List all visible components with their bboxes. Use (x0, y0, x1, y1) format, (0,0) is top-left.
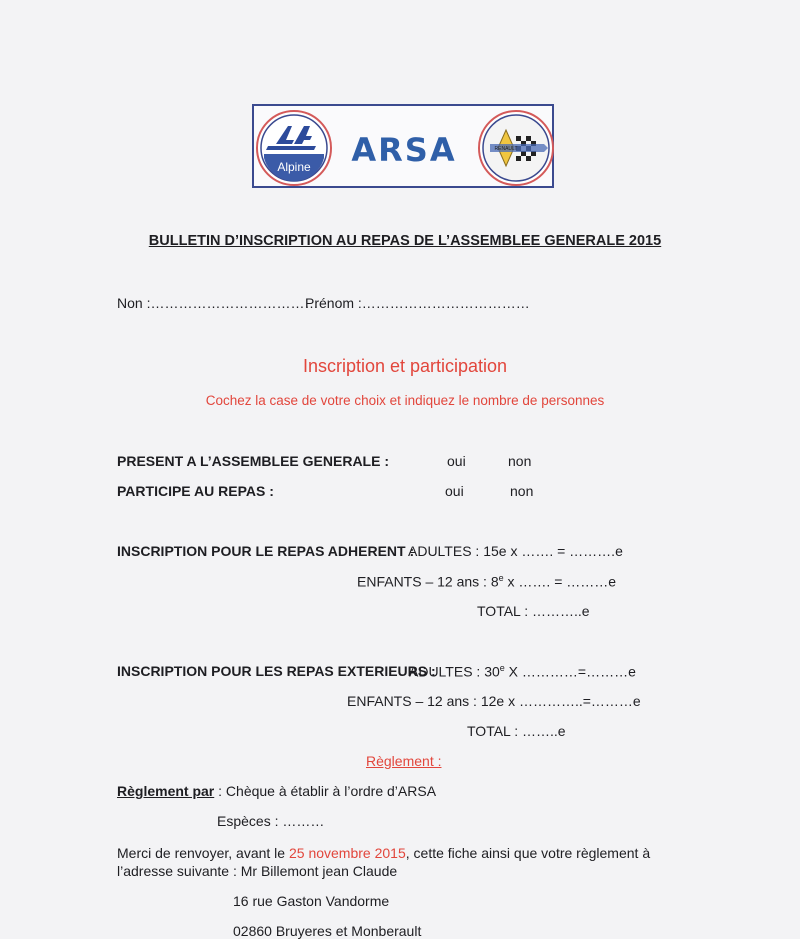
form-title: BULLETIN D’INSCRIPTION AU REPAS DE L’ASSEMBLEE GENERALE 2015 (148, 233, 662, 249)
closing-line-1-end: , cette fiche ainsi que votre règlement à (405, 845, 651, 861)
assemblee-label: PRESENT A L’ASSEMBLEE GENERALE : (117, 453, 389, 469)
exterieurs-adultes-suffix: X …………=………e (504, 663, 636, 680)
section-instruction: Cochez la case de votre choix et indiquez le nombre de personnes (205, 393, 605, 408)
arsa-brand-text: ARSA (351, 131, 457, 169)
address-line-1: 16 rue Gaston Vandorme (233, 893, 390, 909)
closing-line-1-start: Merci de renvoyer, avant le (117, 845, 289, 861)
prenom-field[interactable]: Prénom :……………………………… (305, 295, 530, 311)
exterieurs-adultes-field[interactable] (409, 663, 636, 680)
repas-label: PARTICIPE AU REPAS : (117, 483, 274, 499)
adherent-enfants-suffix: x ……. = ………e (503, 573, 617, 590)
adherent-enfants-field[interactable] (357, 573, 616, 590)
repas-non-option[interactable]: non (510, 483, 534, 499)
assemblee-oui-option[interactable]: oui (447, 453, 466, 469)
deadline-date: 25 novembre 2015 (288, 845, 406, 861)
address-line-2: 02860 Bruyeres et Monberault (233, 923, 422, 939)
logo-banner (252, 104, 554, 188)
adherent-total-field[interactable]: TOTAL : ………..e (477, 603, 590, 619)
reglement-par-text: : Chèque à établir à l’ordre d’ARSA (214, 783, 437, 799)
exterieurs-enfants-field[interactable]: ENFANTS – 12 ans : 12e x …………..=………e (347, 693, 641, 709)
closing-line-2: l’adresse suivante : Mr Billemont jean Claude (117, 863, 398, 879)
closing-line-1 (117, 845, 650, 861)
reglement-par-line (117, 783, 436, 799)
section-heading: Inscription et participation (302, 356, 508, 376)
arsa-logo (254, 106, 556, 190)
exterieurs-adultes-prefix: ADULTES : 30 (409, 663, 500, 680)
exterieurs-total-field[interactable]: TOTAL : ……..e (467, 723, 566, 739)
nom-field[interactable]: Non :……………………………… (117, 295, 319, 311)
adherent-adultes-field[interactable]: ADULTES : 15e x ……. = ……….e (408, 543, 623, 559)
repas-oui-option[interactable]: oui (445, 483, 464, 499)
adherent-enfants-prefix: ENFANTS – 12 ans : 8 (357, 573, 499, 590)
adherent-label: INSCRIPTION POUR LE REPAS ADHERENT : (117, 543, 415, 559)
exterieurs-label: INSCRIPTION POUR LES REPAS EXTERIEURS : (117, 663, 436, 679)
adherent-enfants-sup: e (498, 573, 504, 583)
alpine-badge-text: Alpine (277, 160, 311, 174)
assemblee-non-option[interactable]: non (508, 453, 532, 469)
renault-badge-text: RENAULT (494, 146, 518, 152)
exterieurs-adultes-sup: e (499, 663, 505, 673)
reglement-par-label: Règlement par (117, 783, 215, 799)
especes-field[interactable]: Espèces : ……… (217, 813, 325, 829)
reglement-heading: Règlement : (366, 753, 442, 769)
